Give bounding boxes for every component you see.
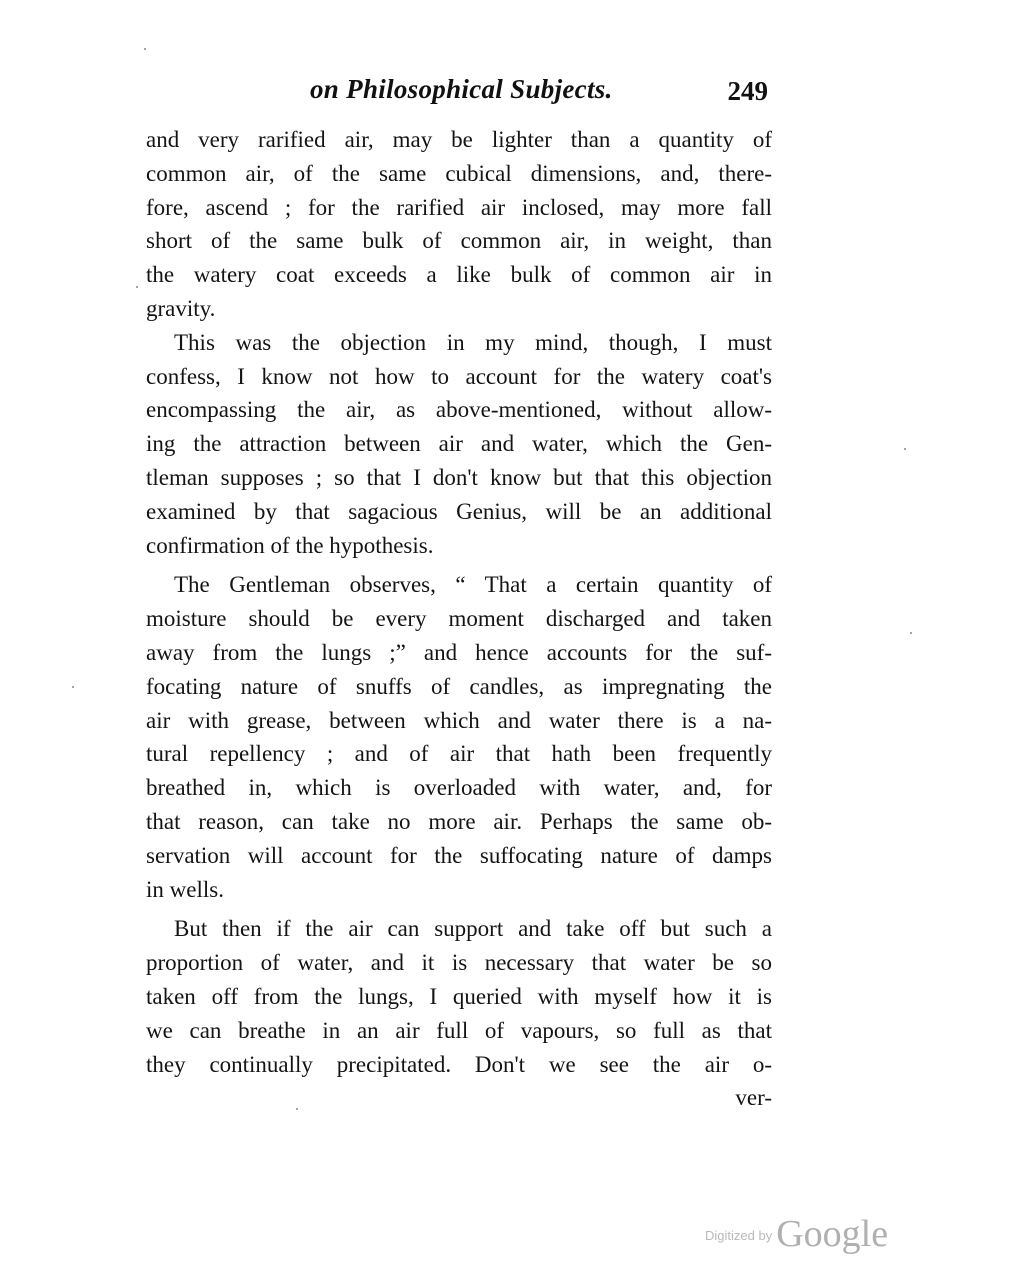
text-line: we can breathe in an air full of vapours, so full as that	[146, 1017, 772, 1043]
page-header	[146, 74, 768, 114]
paragraph	[146, 912, 772, 1081]
text-line: gravity.	[146, 295, 216, 321]
text-line: examined by that sagacious Genius, will be an additional	[146, 498, 772, 524]
text-line: confirmation of the hypothesis.	[146, 532, 434, 558]
text-line: away from the lungs ;” and hence accounts for the suf-	[146, 639, 772, 665]
text-line: encompassing the air, as above-mentioned, without allow-	[146, 397, 772, 423]
paragraph	[146, 326, 772, 563]
digitized-by-google-watermark	[705, 1212, 888, 1256]
text-line: ing the attraction between air and water, which the Gen-	[146, 431, 772, 457]
text-line: moisture should be every moment discharged and taken	[146, 606, 772, 632]
text-line: But then if the air can support and take off but such a	[174, 916, 772, 942]
text-line: short of the same bulk of common air, in weight, than	[146, 228, 772, 254]
scan-speck	[296, 1108, 298, 1110]
scan-speck	[72, 686, 74, 688]
scan-speck	[136, 286, 138, 288]
text-line: and very rarified air, may be lighter than a quantity of	[146, 127, 772, 152]
text-line: This was the objection in my mind, though, I must	[174, 329, 772, 355]
text-line: air with grease, between which and water there is a na-	[146, 707, 772, 733]
text-line: they continually precipitated. Don't we see the air o-	[146, 1051, 772, 1077]
running-head: on Philosophical Subjects.	[310, 74, 613, 104]
text-line: tural repellency ; and of air that hath been frequently	[146, 741, 772, 767]
text-line: focating nature of snuffs of candles, as impregnating the	[146, 673, 772, 699]
text-line: The Gentleman observes, “ That a certain quantity of	[174, 572, 772, 598]
text-line: that reason, can take no more air. Perhaps the same ob-	[146, 808, 772, 834]
text-line: breathed in, which is overloaded with water, and, for	[146, 775, 772, 801]
text-line: fore, ascend ; for the rarified air inclosed, may more fall	[146, 194, 772, 220]
scan-speck	[904, 448, 906, 450]
text-line: confess, I know not how to account for the watery coat's	[146, 363, 772, 389]
paragraph	[146, 123, 772, 326]
google-logo: Google	[776, 1213, 889, 1255]
scan-speck	[144, 48, 146, 50]
text-line: common air, of the same cubical dimensions, and, there-	[146, 160, 772, 186]
text-line: tleman supposes ; so that I don't know but that this objection	[146, 464, 772, 490]
paragraph	[146, 568, 772, 906]
watermark-prefix: Digitized by	[705, 1228, 773, 1243]
text-line: the watery coat exceeds a like bulk of common air in	[146, 262, 772, 288]
text-line: in wells.	[146, 876, 224, 902]
text-line: taken off from the lungs, I queried with myself how it is	[146, 983, 772, 1009]
scan-speck	[910, 632, 912, 634]
text-line: servation will account for the suffocating nature of damps	[146, 842, 772, 868]
body-text	[146, 123, 772, 1115]
page-number: 249	[727, 76, 768, 106]
text-line: proportion of water, and it is necessary that water be so	[146, 950, 772, 976]
catchword: ver-	[735, 1085, 772, 1111]
